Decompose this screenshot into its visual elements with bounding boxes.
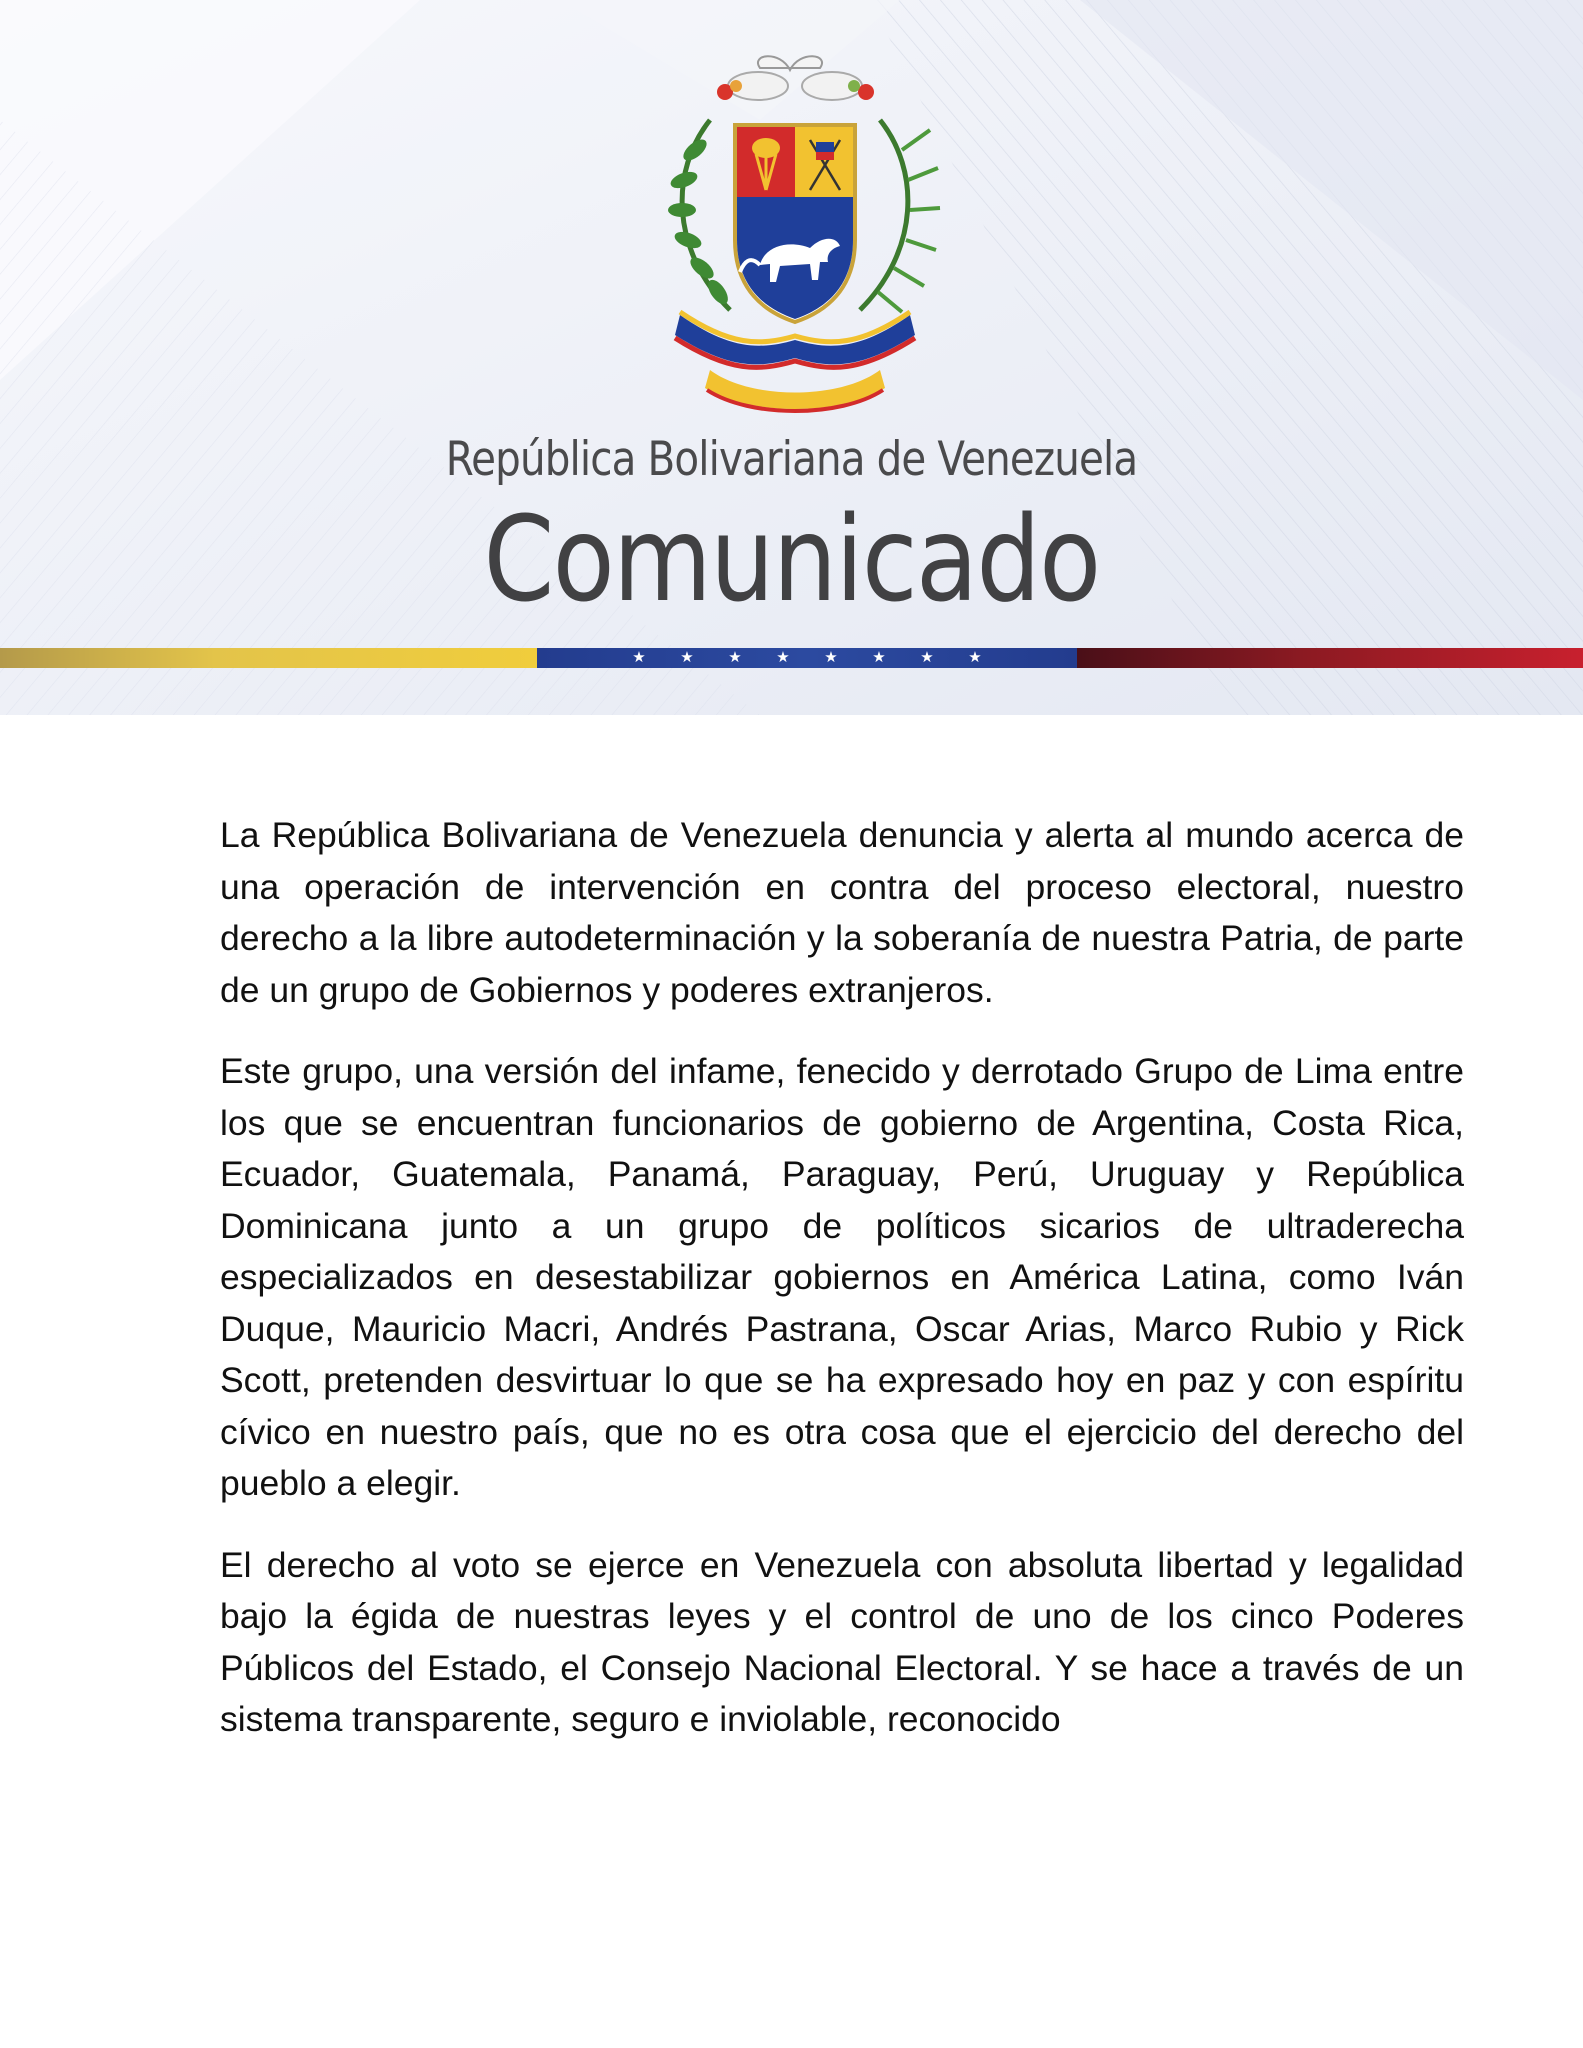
- band-yellow: [0, 648, 537, 668]
- band-red: [1077, 648, 1583, 668]
- venezuela-coat-of-arms-icon: [640, 50, 950, 420]
- star-icon: ★: [728, 649, 742, 666]
- page-title: Comunicado: [483, 490, 1100, 628]
- band-blue: [537, 648, 1077, 668]
- star-icon: ★: [632, 649, 646, 666]
- paragraph-3: El derecho al voto se ejerce en Venezuela con absoluta libertad y legalidad bajo la égida de nuestras leyes y el control de uno de los cinco Poderes Públicos del Estado, el Consejo Nacional Electoral. Y se hace a través de un sistema transparente, seguro e inviolable, reconocido: [220, 1544, 1464, 1739]
- republic-heading: República Bolivariana de Venezuela: [445, 432, 1138, 487]
- star-icon: ★: [776, 649, 790, 666]
- star-icon: ★: [968, 649, 982, 666]
- statement-body: [220, 810, 1464, 1776]
- letterhead: [0, 0, 1583, 715]
- star-icon: ★: [920, 649, 934, 666]
- stars-row: [537, 648, 1077, 668]
- star-icon: ★: [824, 649, 838, 666]
- flag-color-band: [0, 648, 1583, 668]
- star-icon: ★: [680, 649, 694, 666]
- paragraph-2: Este grupo, una versión del infame, fenecido y derrotado Grupo de Lima entre los que se encuentran funcionarios de gobierno de Argentina, Costa Rica, Ecuador, Guatemala, Panamá, Paraguay, Perú, Uruguay y República Dominicana junto a un grupo de políticos sicarios de ultraderecha especializados en desestabilizar gobiernos en América Latina, como Iván Duque, Mauricio Macri, Andrés Pastrana, Oscar Arias, Marco Rubio y Rick Scott, pretenden desvirtuar lo que se ha expresado hoy en paz y con espíritu cívico en nuestro país, que no es otra cosa que el ejercicio del derecho del pueblo a elegir.: [220, 1051, 1464, 1503]
- paragraph-1: La República Bolivariana de Venezuela denuncia y alerta al mundo acerca de una operación de intervención en contra del proceso electoral, nuestro derecho a la libre autodeterminación y la soberanía de nuestra Patria, de parte de un grupo de Gobiernos y poderes extranjeros.: [220, 815, 1464, 1010]
- star-icon: ★: [872, 649, 886, 666]
